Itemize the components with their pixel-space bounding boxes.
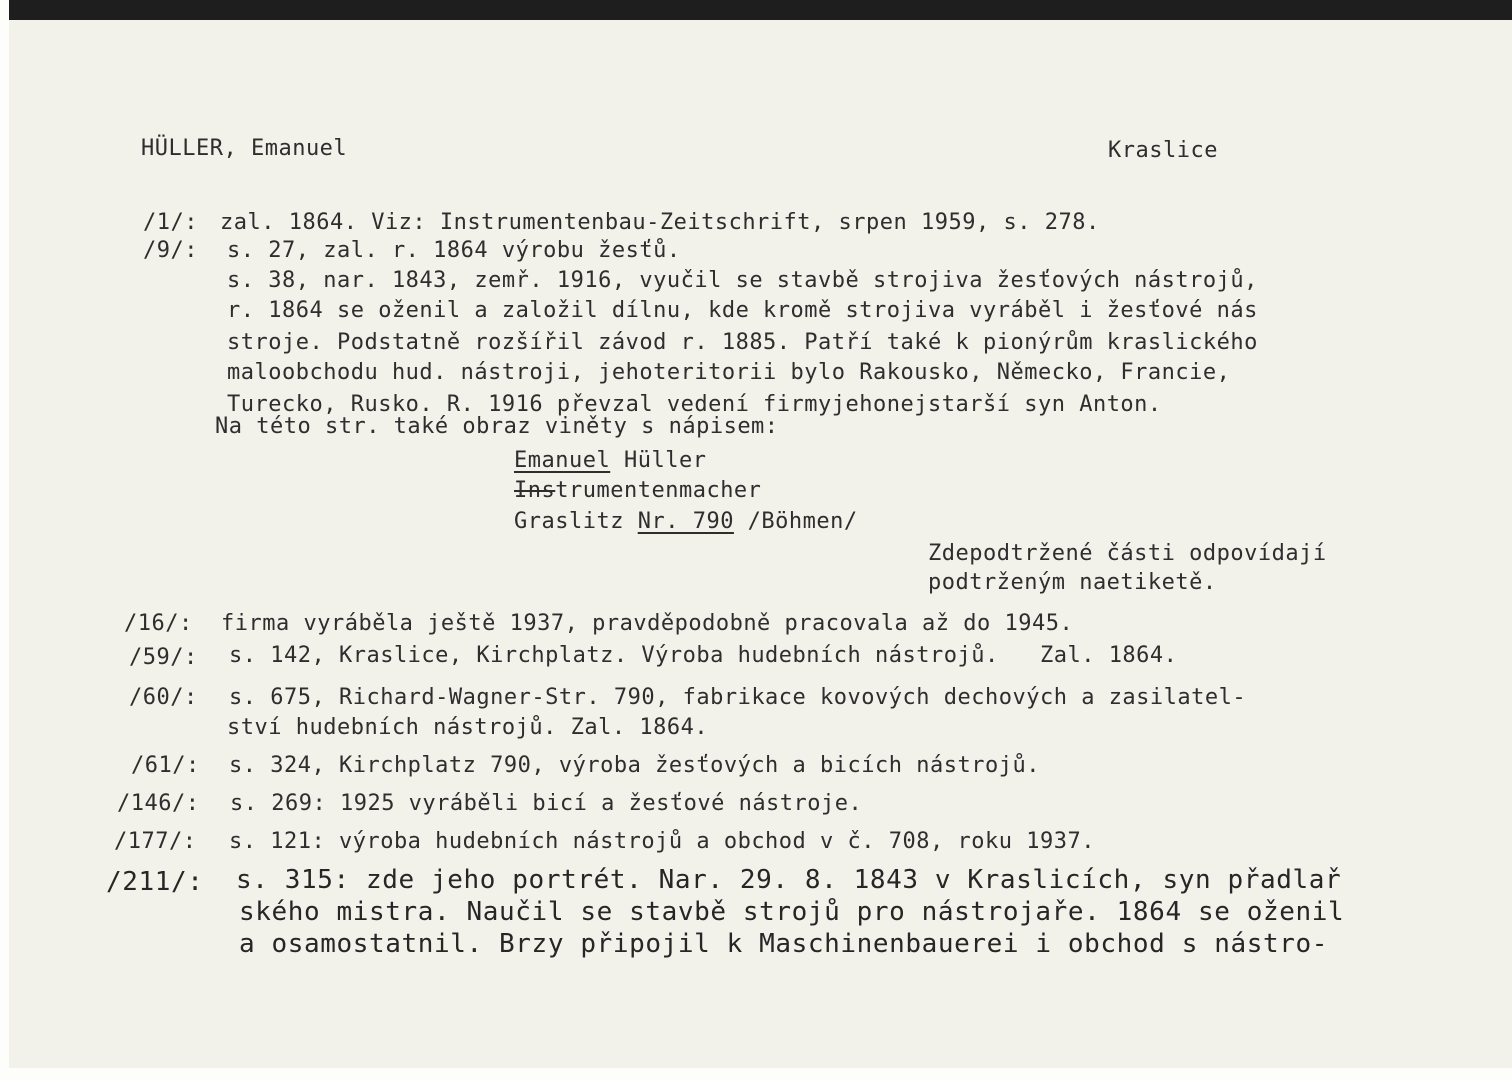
entry-line: ského mistra. Naučil se stavbě strojů pro nástrojaře. 1864 se oženil (239, 897, 1345, 927)
vignette-underlined: Nr. 790 (637, 509, 734, 534)
entry-ref: /60/: (129, 685, 198, 710)
vignette-line: Graslitz Nr. 790 /Böhmen/ (514, 509, 858, 534)
entry-line: s. 142, Kraslice, Kirchplatz. Výroba hudebních nástrojů. Zal. 1864. (229, 643, 1178, 668)
entry-line: s. 121: výroba hudebních nástrojů a obchod v č. 708, roku 1937. (229, 829, 1095, 854)
vignette-underlined: Emanuel (514, 448, 611, 473)
scan-border-top (0, 0, 1512, 20)
entry-ref: /177/: (114, 829, 197, 854)
entry-line: s. 27, zal. r. 1864 výrobu žesťů. (227, 238, 681, 263)
entry-line: s. 38, nar. 1843, zemř. 1916, vyučil se stavbě strojiva žesťových nástrojů, (227, 268, 1258, 293)
scan-border-bottom (0, 1068, 1512, 1080)
entry-ref: /211/: (106, 867, 204, 897)
entry-line: stroje. Podstatně rozšířil závod r. 1885. Patří také k pionýrům kraslického (227, 330, 1258, 355)
card-heading-place: Kraslice (1108, 138, 1218, 163)
entry-line: Turecko, Rusko. R. 1916 převzal vedení firmyjehonejstarší syn Anton. (227, 392, 1162, 417)
entry-ref: /9/: (143, 238, 198, 263)
vignette-struck: Ins (514, 478, 556, 503)
entry-ref: /59/: (129, 645, 198, 670)
entry-line: ství hudebních nástrojů. Zal. 1864. (227, 715, 709, 740)
note-line: podtrženým naetiketě. (928, 570, 1217, 595)
entry-ref: /146/: (117, 791, 200, 816)
entry-ref: /61/: (131, 753, 200, 778)
entry-line: s. 269: 1925 vyráběli bicí a žesťové nástroje. (230, 791, 863, 816)
vignette-line: Instrumentenmacher (514, 478, 762, 503)
entry-line: a osamostatnil. Brzy připojil k Maschinenbauerei i obchod s nástro- (239, 929, 1328, 959)
entry-line: s. 675, Richard-Wagner-Str. 790, fabrikace kovových dechových a zasilatel- (229, 685, 1247, 710)
entry-line: Na této str. také obraz viněty s nápisem: (215, 414, 779, 439)
entry-line: firma vyráběla ještě 1937, pravděpodobně pracovala až do 1945. (221, 611, 1074, 636)
scan-border-left (0, 0, 9, 1080)
card-heading-name: HÜLLER, Emanuel (141, 136, 348, 161)
entry-ref: /1/: (143, 210, 198, 235)
entry-line: maloobchodu hud. nástroji, jehoteritorii bylo Rakousko, Německo, Francie, (227, 360, 1231, 385)
entry-line: s. 315: zde jeho portrét. Nar. 29. 8. 1843 v Kraslicích, syn přadlař (236, 865, 1342, 895)
entry-ref: /16/: (124, 611, 193, 636)
entry-line: zal. 1864. Viz: Instrumentenbau-Zeitschrift, srpen 1959, s. 278. (220, 210, 1100, 235)
vignette-line: Emanuel Hüller (514, 448, 707, 473)
entry-line: r. 1864 se oženil a založil dílnu, kde kromě strojiva vyráběl i žesťové nás (227, 298, 1258, 323)
entry-line: s. 324, Kirchplatz 790, výroba žesťových a bicích nástrojů. (229, 753, 1040, 778)
note-line: Zdepodtržené části odpovídají (928, 541, 1327, 566)
